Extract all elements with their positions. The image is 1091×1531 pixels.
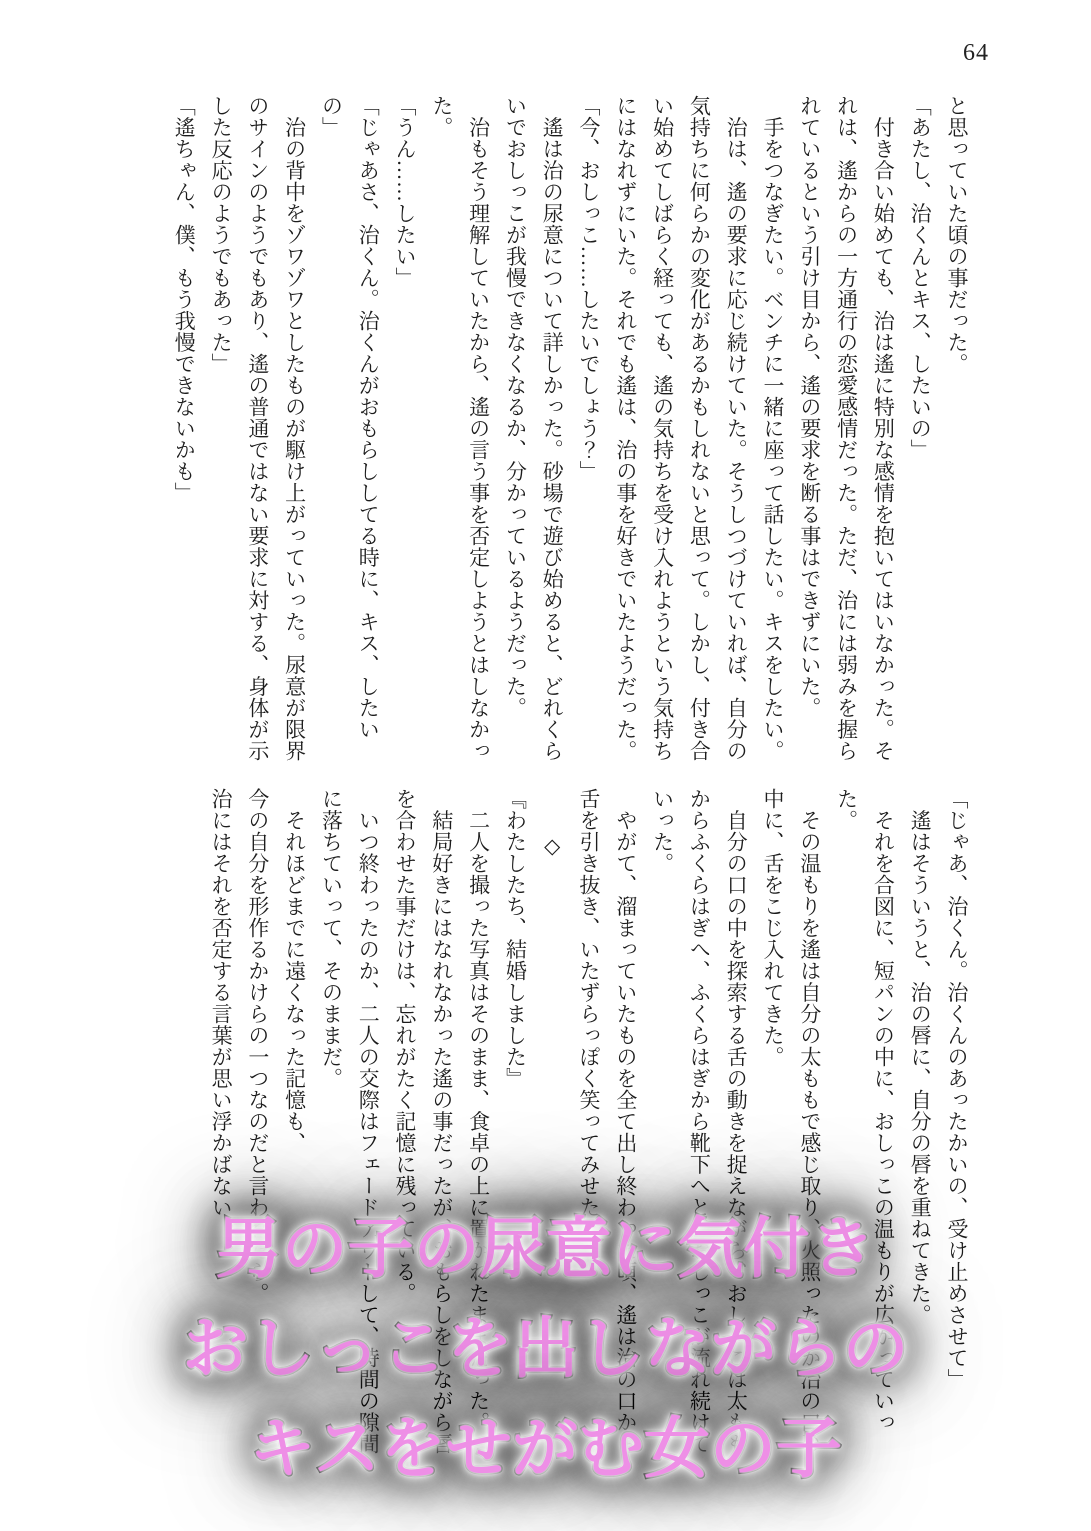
paragraph: 「あたし、治くんとキス、したいの」 [908,95,933,461]
caption-line: おしっこを出しながらの [182,1313,909,1386]
paragraph: 「うん……したい」 [393,95,418,289]
paragraph: 「じゃあ、治くん。治くんのあったかいの、受け止めさせて」 [945,788,969,1390]
paragraph: 治の背中をゾワゾワとしたものが駆け上がっていった。尿意が限界のサインのようでもあり、遙の普通ではない要求に対する、身体が示した反応のようでもあった」 [209,95,307,762]
paragraph: 治にはそれを否定する言葉が思い浮かばない。 [209,788,234,1240]
paragraph: 手をつなぎたい。ベンチに一緒に座って話したい。キスをしたい。 [761,95,786,762]
text-block-top [165,95,975,763]
paragraph: 遙は治の尿意について詳しかった。砂場で遊び始めると、どれくらいでおしっこが我慢できなくなるか、分かっているようだった。 [503,95,565,762]
paragraph: 『わたしたち、結婚しました』 [503,788,528,1089]
paragraph: 治は、遙の要求に応じ続けていた。そうしつづけていれば、自分の気持ちに何らかの変化があるかもしれないと思って。しかし、付き合い始めてしばらく経っても、遙の気持ちを受け入れようという気持ちにはなれずにいた。それでも遙は、治の事を好きでいたようだった。 [613,95,749,762]
paragraph: やがて、溜まっていたものを全て出し終わった頃、遙は治の口から舌を引き抜き、いたずらっぽく笑ってみせた。 [577,788,638,1455]
paragraph: と思っていた頃の事だった。 [945,95,969,375]
paragraph: 自分の口の中を探索する舌の動きを捉えながら、おしっこは太ももからふくらはぎへ、ふくらはぎから靴下へと、おしっこが流れ続けていった。 [650,788,749,1455]
caption-line: 男の子の尿意に気付き [215,1213,876,1286]
paragraph: その温もりを遙は自分の太ももで感じ取り、火照ったのか治の口の中に、舌をこじ入れてきた。 [761,788,822,1455]
paragraph: 「じゃあさ、治くん。治くんがおもらししてる時に、キス、したいの」 [319,95,381,740]
paragraph: それほどまでに遠くなった記憶も、 [282,788,307,1154]
paragraph: いつ終わったのか、二人の交際はフェードアウトして、時間の隙間に落ちていって、そのままだ。 [319,788,381,1455]
paragraph: 付き合い始めても、治は遙に特別な感情を抱いてはいなかった。それは、遙からの一方通行の恋愛感情だった。ただ、治には弱みを握られているという引け目から、遙の要求を断る事はできずにいた。 [797,95,896,762]
paragraph: それを合図に、短パンの中に、おしっこの温もりが広がっていった。 [834,788,896,1433]
text-block-bottom [202,788,975,1456]
paragraph: 治もそう理解していたから、遙の言う事を否定しようとはしなかった。 [429,95,491,762]
paragraph: 「今、おしっこ……したいでしょう？」 [577,95,602,482]
section-divider-icon: ◇ [540,834,565,859]
paragraph: 今の自分を形作るかけらの一つなのだと言われたら。 [245,788,270,1304]
paragraph: 結局好きにはなれなかった遙の事だったが、おもらしをしながら唇を合わせた事だけは、忘れがたく記憶に残っている。 [393,788,454,1455]
paragraph: 遙はそういうと、治の唇に、自分の唇を重ねてきた。 [908,788,933,1326]
page-number: 64 [963,40,989,66]
paragraph: 「遙ちゃん、僕、もう我慢できないかも」 [172,95,197,504]
caption-line: キスをせがむ女の子 [249,1413,842,1486]
paragraph: 二人を撮った写真はそのまま、食卓の上に置かれたままだった。 [466,788,491,1433]
